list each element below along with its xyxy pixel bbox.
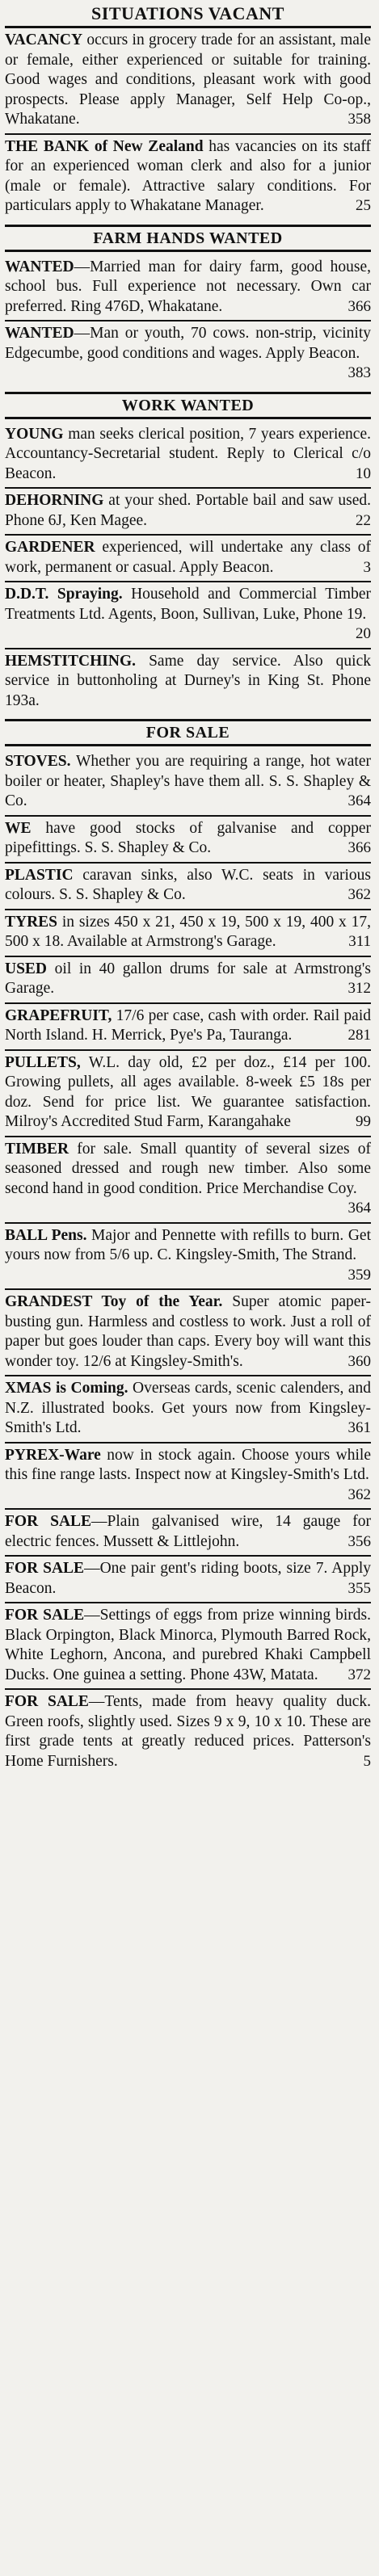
ad-listing <box>5 1051 371 1137</box>
ad-lead: PYREX-Ware <box>5 1446 101 1464</box>
ad-number: 356 <box>347 1532 371 1550</box>
ad-number: 25 <box>356 197 371 214</box>
ad-listing <box>5 1224 371 1291</box>
ad-body: now in stock again. Choose yours while this fine range lasts. Inspect now at Kingsley-Smith's Ltd. <box>5 1446 371 1483</box>
ad-body: man seeks clerical position, 7 years experience. Accountancy-Secretarial student. Reply to Clerical c/o Beacon. <box>5 425 371 482</box>
ad-body: W.L. day old, £2 per doz., £14 per 100. Growing pullets, all ages available. 8-week £5 18s per doz. Send for price list. We guarantee satisfaction. Milroy's Accredited Stud Farm, Karangahake <box>5 1053 371 1130</box>
ad-number: 311 <box>348 933 371 950</box>
ad-listing <box>5 255 371 322</box>
section-title-work-wanted: WORK WANTED <box>5 392 371 419</box>
ad-number: 362 <box>347 1486 371 1503</box>
ad-body: —Plain galvanised wire, 14 gauge for electric fences. Mussett & Littlejohn. <box>5 1513 372 1550</box>
ad-body: experienced, will undertake any class of work, permanent or casual. Apply Beacon. <box>5 539 371 576</box>
ad-number: 3 <box>363 558 371 576</box>
ad-listing <box>5 536 371 582</box>
ad-listing <box>5 1290 371 1376</box>
ad-lead: TIMBER <box>5 1140 69 1158</box>
ad-lead: WE <box>5 819 32 837</box>
ad-lead: BALL Pens. <box>5 1226 87 1244</box>
ad-lead: STOVES. <box>5 753 71 770</box>
ad-lead: FOR SALE <box>5 1693 89 1710</box>
ad-number: 366 <box>347 839 371 856</box>
ad-body: Overseas cards, scenic calenders, and N.Z. illustrated books. Get yours now from Kingsley-Smith's Ltd. <box>5 1380 372 1436</box>
ad-body: Super atomic paper-busting gun. Harmless and costless to work. Just a roll of paper but goes louder than caps. Every boy will want this wonder toy. 12/6 at Kingsley-Smith's. <box>5 1293 371 1370</box>
ad-listing <box>5 864 371 910</box>
ad-number: 358 <box>347 111 371 128</box>
ad-listing <box>5 28 371 135</box>
ad-listing <box>5 489 371 536</box>
ad-body: Same day service. Also quick service in buttonholing at Durney's in King St. Phone 193a. <box>5 652 371 709</box>
ad-number: 372 <box>347 1666 371 1683</box>
ad-listing <box>5 1690 371 1775</box>
ad-lead: GARDENER <box>5 539 95 556</box>
section-work-wanted <box>5 422 371 715</box>
ad-number: 359 <box>347 1266 371 1284</box>
section-title-for-sale: FOR SALE <box>5 719 371 746</box>
ad-number: 10 <box>356 464 371 482</box>
ad-lead: PULLETS, <box>5 1053 81 1071</box>
ad-lead: TYRES <box>5 913 58 931</box>
ad-number: 22 <box>356 511 371 529</box>
ad-body: Whether you are requiring a range, hot water boiler or heater, Shapley's have them all. S. S. Shapley & Co. <box>5 753 371 809</box>
ad-body: caravan sinks, also W.C. seats in various colours. S. S. Shapley & Co. <box>5 866 371 903</box>
ad-number: 362 <box>347 886 371 903</box>
ad-number: 361 <box>347 1419 371 1436</box>
ad-number: 360 <box>347 1352 371 1370</box>
ad-body: 17/6 per case, cash with order. Rail paid North Island. H. Merrick, Pye's Pa, Tauranga. <box>5 1006 371 1044</box>
ad-body: oil in 40 gallon drums for sale at Armstrong's Garage. <box>5 960 371 997</box>
ad-number: 20 <box>356 625 371 642</box>
ad-number: 5 <box>363 1752 371 1770</box>
ad-lead: THE BANK of New Zealand <box>5 137 204 155</box>
ad-body: —Settings of eggs from prize winning birds. Black Orpington, Black Minorca, Plymouth Barred Rock, White Leghorn, Ancona, and purebred Khaki Campbell Ducks. One guinea a setting. Phone 43W, Matata. <box>5 1607 371 1683</box>
ad-listing <box>5 1376 371 1443</box>
ad-body: at your shed. Portable bail and saw used. Phone 6J, Ken Magee. <box>5 492 371 529</box>
ad-number: 281 <box>347 1027 371 1044</box>
ad-body: —One pair gent's riding boots, size 7. Apply Beacon. <box>5 1560 371 1597</box>
ad-listing <box>5 1443 371 1511</box>
section-title-farm-hands-wanted: FARM HANDS WANTED <box>5 225 371 252</box>
ad-lead: FOR SALE <box>5 1560 85 1577</box>
ad-lead: PLASTIC <box>5 866 74 884</box>
ad-number: 355 <box>347 1579 371 1597</box>
ad-lead: USED <box>5 960 48 977</box>
ad-body: Household and Commercial Timber Treatments Ltd. Agents, Boon, Sullivan, Luke, Phone 19. <box>5 586 371 623</box>
ad-lead: GRANDEST Toy of the Year. <box>5 1293 223 1310</box>
ad-number: 99 <box>356 1113 371 1130</box>
ad-lead: WANTED <box>5 325 74 342</box>
ad-listing <box>5 135 371 220</box>
ad-listing <box>5 1510 371 1557</box>
ad-listing <box>5 1557 371 1603</box>
ad-body: —Man or youth, 70 cows. non-strip, vicinity Edgecumbe, good conditions and wages. Apply Beacon. <box>5 325 371 362</box>
ad-lead: GRAPEFRUIT, <box>5 1006 112 1024</box>
ad-listing <box>5 817 371 864</box>
ad-listing <box>5 910 371 957</box>
ad-number: 312 <box>347 980 371 997</box>
ad-listing <box>5 649 371 715</box>
ad-listing <box>5 1004 371 1051</box>
ad-body: —Tents, made from heavy quality duck. Green roofs, slightly used. Sizes 9 x 9, 10 x 10. These are first grade tents at greatly reduced prices. Patterson's Home Furnishers. <box>5 1693 371 1770</box>
ad-lead: VACANCY <box>5 32 83 48</box>
section-farm-hands-wanted <box>5 255 371 387</box>
section-for-sale <box>5 750 371 1775</box>
ad-number: 364 <box>347 792 371 809</box>
ad-listing <box>5 582 371 649</box>
ad-lead: XMAS is Coming. <box>5 1380 128 1397</box>
ad-listing <box>5 957 371 1004</box>
ad-lead: HEMSTITCHING. <box>5 652 136 670</box>
ad-body: have good stocks of galvanise and copper pipefittings. S. S. Shapley & Co. <box>5 819 371 856</box>
ad-body: —Married man for dairy farm, good house, school bus. Full experience not necessary. Own car preferred. Ring 476D, Whakatane. <box>5 258 371 315</box>
ad-listing <box>5 422 371 490</box>
ad-lead: DEHORNING <box>5 492 104 509</box>
section-situations-vacant <box>5 28 371 220</box>
ad-body: occurs in grocery trade for an assistant, male or female, either experienced or suitable for training. Good wages and conditions, pleasant work with good prospects. Please apply Manager, Self Help Co-op., Whakatane. <box>5 32 371 128</box>
ad-lead: FOR SALE <box>5 1513 92 1530</box>
section-title-situations-vacant: SITUATIONS VACANT <box>91 3 284 23</box>
ad-body: in sizes 450 x 21, 450 x 19, 500 x 19, 400 x 17, 500 x 18. Available at Armstrong's Garage. <box>5 913 371 950</box>
ad-number: 383 <box>347 364 371 381</box>
ad-listing <box>5 1137 371 1224</box>
ad-listing <box>5 321 371 387</box>
ad-lead: D.D.T. Spraying. <box>5 586 123 603</box>
ad-number: 364 <box>347 1200 371 1217</box>
ad-listing <box>5 750 371 817</box>
ad-body: Major and Pennette with refills to burn. Get yours now from 5/6 up. C. Kingsley-Smith, The Strand. <box>5 1226 371 1263</box>
ad-number: 366 <box>347 297 371 315</box>
ad-lead: FOR SALE <box>5 1607 85 1624</box>
ad-listing <box>5 1603 371 1690</box>
ad-body: for sale. Small quantity of several sizes of seasoned dressed and rough new timber. Also some second hand in good condition. Price Merchandise Coy. <box>5 1140 371 1197</box>
ad-lead: YOUNG <box>5 425 64 443</box>
ad-body: has vacancies on its staff for an experienced woman clerk and also for a junior (male or female). Attractive salary conditions. For particulars apply to Whakatane Manager. <box>5 137 372 214</box>
ad-lead: WANTED <box>5 258 74 275</box>
